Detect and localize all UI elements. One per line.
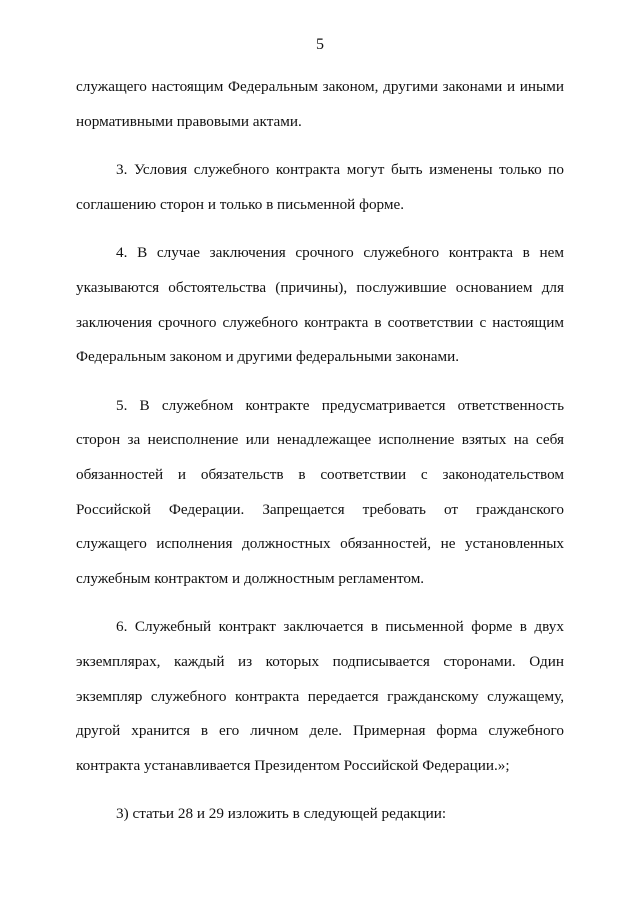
paragraph-item-3: 3. Условия служебного контракта могут быть изменены только по соглашению сторон и только в письменной форме. [76,161,564,213]
paragraph-item-5: 5. В служебном контракте предусматривается ответственность сторон за неисполнение или ненадлежащее исполнение взятых на себя обязанностей и обязательств в соответствии с законодательством Российской Федерации. Запрещается требовать от гражданского служащего исполнения должностных обязанностей, не установленных служебным контрактом и должностным регламентом. [76,396,564,587]
paragraph-continuation: служащего настоящим Федеральным законом, другими законами и иными нормативными правовыми актами. [76,78,564,130]
paragraph-amendment-3: 3) статьи 28 и 29 изложить в следующей редакции: [116,805,447,823]
document-body [76,70,564,846]
page-number: 5 [316,36,324,53]
paragraph-item-6: 6. Служебный контракт заключается в письменной форме в двух экземплярах, каждый из которых подписывается сторонами. Один экземпляр служебного контракта передается гражданскому служащему, другой хранится в его личном деле. Примерная форма служебного контракта устанавливается Президентом Российской Федерации.»; [76,618,564,774]
paragraph-item-4: 4. В случае заключения срочного служебного контракта в нем указываются обстоятельства (причины), послужившие основанием для заключения срочного служебного контракта в соответствии с настоящим Федеральным законом и другими федеральными законами. [76,244,564,366]
